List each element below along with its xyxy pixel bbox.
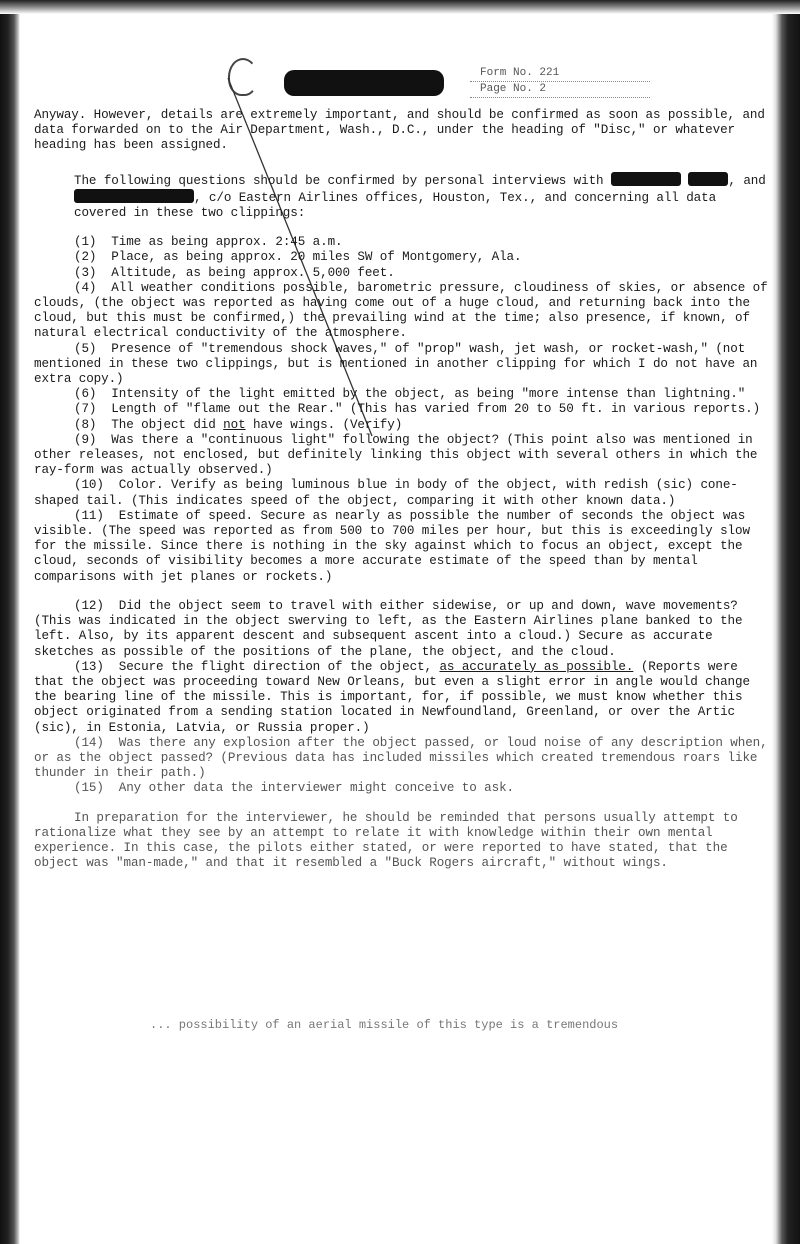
question-8: (8) The object did not have wings. (Verify) <box>74 417 403 432</box>
redaction-name-3 <box>74 189 194 203</box>
stamp-line-1: Form No. 221 <box>470 66 650 82</box>
document-body <box>34 108 774 871</box>
question-5: (5) Presence of "tremendous shock waves," of "prop" wash, jet wash, or rocket-wash," (not mentioned in these two clippings, but is mentioned in another clipping for which I do not have an extra copy.) <box>34 341 758 387</box>
question-7: (7) Length of "flame out the Rear." (This has varied from 20 to 50 ft. in various reports.) <box>74 402 761 417</box>
question-2: (2) Place, as being approx. 20 miles SW of Montgomery, Ala. <box>74 250 522 265</box>
redaction-name-1 <box>611 172 681 186</box>
redaction-name-2 <box>688 172 728 186</box>
question-14: (14) Was there any explosion after the object passed, or loud noise of any description when, or as the object passed? (Previous data has included missiles which created tremendous roars like thunder in their path.) <box>34 735 768 781</box>
question-15: (15) Any other data the interviewer might conceive to ask. <box>74 781 515 796</box>
followup-paragraph: The following questions should be confirmed by personal interviews with , and , c/o Eastern Airlines offices, Houston, Tex., and concerning all data covered in these two clippings: <box>74 173 766 221</box>
followup-text-a: The following questions should be confirmed by personal interviews with <box>74 173 604 188</box>
question-12: (12) Did the object seem to travel with either sidewise, or up and down, wave movements? (This was indicated in the object swerving to left, as the Eastern Airlines plane banked to the left. Also, by its apparent descent and subsequent ascent into a cloud.) Secure as accurate sketches as possible of the positions of the plane, the object, and the cloud. <box>34 598 743 659</box>
question-9: (9) Was there a "continuous light" following the object? (This point also was mentioned in other releases, not enclosed, but definitely linking this object with several others in which the ray-form was actually observed.) <box>34 432 758 478</box>
question-6: (6) Intensity of the light emitted by the object, as being "more intense than lightning." <box>74 387 746 402</box>
question-4: (4) All weather conditions possible, barometric pressure, cloudiness of skies, or absence of clouds, (the object was reported as having come out of a huge cloud, and returning back into the cloud, but this must be confirmed,) the prevailing wind at the time; also presence, if known, of natural electrical conductivity of the atmosphere. <box>34 280 768 341</box>
questions-list <box>34 235 774 796</box>
followup-text-b: , c/o Eastern Airlines offices, Houston, Tex., and concerning all data covered in these two clippings: <box>74 190 717 221</box>
question-1: (1) Time as being approx. 2:45 a.m. <box>74 235 343 250</box>
cutoff-line: ... possibility of an aerial missile of this type is a tremendous <box>150 1018 619 1032</box>
intro-paragraph: Anyway. However, details are extremely important, and should be confirmed as soon as possible, and data forwarded on to the Air Department, Wash., D.C., under the heading of "Disc," or whatever heading has been assigned. <box>34 108 765 153</box>
question-10: (10) Color. Verify as being luminous blue in body of the object, with redish (sic) cone-shaped tail. (This indicates speed of the object, comparing it with other known data.) <box>34 478 738 508</box>
question-3: (3) Altitude, as being approx. 5,000 feet. <box>74 265 395 280</box>
question-11: (11) Estimate of speed. Secure as nearly as possible the number of seconds the object was visible. (The speed was reported as from 500 to 700 miles per hour, but this is exceedingly slow for the missile. Since there is nothing in the sky against which to focus an object, except the cloud, seconds of visibility becomes a more accurate estimate of the speed than by mental comparisons with jet planes or rockets.) <box>34 508 750 584</box>
closing-paragraph: In preparation for the interviewer, he should be reminded that persons usually attempt to rationalize what they see by an attempt to relate it with knowledge within their own mental experience. In this case, the pilots either stated, or were reported to have stated, that the object was "man-made," and that it resembled a "Buck Rogers aircraft," without wings. <box>34 810 738 871</box>
stamp-line-2: Page No. 2 <box>470 82 650 98</box>
question-13: (13) Secure the flight direction of the object, as accurately as possible. (Reports were that the object was proceeding toward New Orleans, but even a slight error in angle would change the bearing line of the missile. This is important, for, if possible, we must know whether this object originated from a sending station located in Newfoundland, Greenland, or over the Artic (sic), in Estonia, Latvia, or Russia proper.) <box>34 659 750 735</box>
